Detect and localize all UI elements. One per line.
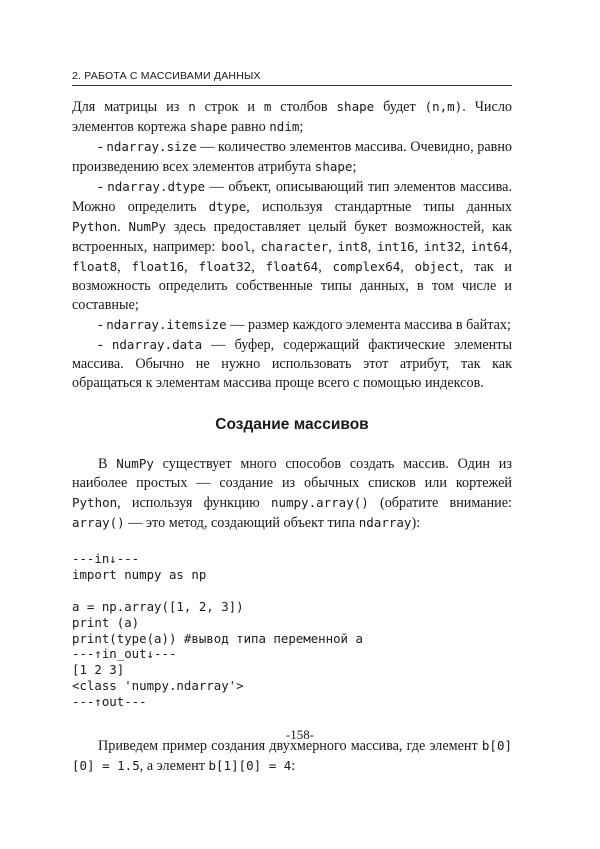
text: , а элемент bbox=[139, 758, 209, 775]
code-inline: ndarray bbox=[358, 515, 412, 530]
code-line: ---↑in_out↓--- bbox=[72, 646, 177, 662]
page-number: -158- bbox=[285, 727, 315, 742]
text: , bbox=[328, 239, 338, 255]
code-inline: character bbox=[260, 239, 329, 254]
code-line: a = np.array([1, 2, 3]) bbox=[72, 598, 244, 614]
paragraph-data bbox=[72, 335, 512, 393]
text: : bbox=[291, 758, 296, 775]
code-line: <class 'numpy.ndarray'> bbox=[72, 678, 244, 694]
code-block bbox=[72, 551, 512, 710]
text: будет bbox=[374, 99, 425, 115]
paragraph-itemsize bbox=[72, 315, 512, 335]
page-body bbox=[72, 97, 512, 776]
code-inline: float16 bbox=[131, 259, 185, 274]
text: Приведем пример создания двухмерного массива, где элемент bbox=[98, 738, 482, 755]
code-inline: b[1][0] = 4 bbox=[208, 758, 292, 774]
text: - bbox=[98, 317, 107, 333]
code-inline: ndarray.dtype bbox=[107, 179, 206, 194]
text: . Число элементов кортежа bbox=[72, 99, 512, 135]
text: существует много способов создать массив. Один из наиболее простых — создание из обычных списков или кортежей bbox=[72, 456, 513, 491]
text: столбов bbox=[271, 99, 337, 115]
text: , используя стандартные типы данных bbox=[246, 199, 512, 215]
text: - bbox=[98, 179, 108, 195]
code-line: [1 2 3] bbox=[72, 662, 125, 678]
text: - bbox=[98, 139, 107, 155]
code-inline: int64 bbox=[470, 239, 509, 254]
text: здесь предоставляет целый букет возможностей, как встроенных, например: bbox=[72, 219, 512, 255]
text: строк и bbox=[195, 99, 264, 115]
code-inline: shape bbox=[336, 99, 375, 114]
code-inline: float64 bbox=[265, 259, 319, 274]
paragraph-shape bbox=[72, 97, 512, 137]
text: , так и возможность определить собственные типы данных, в том числе и составные; bbox=[72, 259, 513, 313]
text: , используя функцию bbox=[117, 495, 271, 511]
paragraph-dtype bbox=[72, 177, 512, 315]
text: , bbox=[251, 259, 266, 275]
text: , bbox=[367, 239, 377, 255]
text: — буфер, содержащий фактические элементы массива. Обычно не нужно использовать этот атрибут, так как обращаться к элементам массива проще всего с помощью индексов. bbox=[72, 337, 512, 391]
code-inline: array() bbox=[72, 515, 125, 530]
text: (обратите внимание: bbox=[368, 495, 512, 511]
text: - bbox=[98, 337, 112, 353]
code-line: ---↑out--- bbox=[72, 694, 147, 710]
code-line: print (a) bbox=[72, 614, 140, 630]
text: — количество элементов массива. Очевидно, равно произведению всех элементов атрибута bbox=[72, 139, 513, 175]
code-inline: (n,m) bbox=[424, 99, 463, 114]
code-inline: float8 bbox=[72, 259, 118, 274]
code-line: ---in↓--- bbox=[72, 551, 140, 566]
text: Для матрицы из bbox=[72, 99, 189, 115]
text: , bbox=[400, 259, 415, 275]
code-line: print(type(a)) #вывод типа переменной a bbox=[72, 630, 363, 646]
text: , bbox=[461, 239, 471, 255]
code-inline: complex64 bbox=[332, 259, 401, 274]
code-inline: ndarray.data bbox=[111, 337, 203, 352]
code-inline: object bbox=[414, 259, 460, 274]
code-inline: bool bbox=[221, 239, 252, 254]
code-inline: numpy.array() bbox=[270, 495, 369, 510]
code-inline: ndarray.size bbox=[106, 139, 197, 154]
code-inline: NumPy bbox=[128, 219, 167, 234]
text: — это метод, создающий объект типа bbox=[124, 515, 359, 531]
code-inline: int8 bbox=[337, 239, 368, 254]
text: равно bbox=[227, 119, 270, 135]
section-title: Создание массивов bbox=[215, 416, 369, 433]
code-inline: shape bbox=[189, 119, 228, 134]
text: ): bbox=[411, 515, 421, 531]
text: , bbox=[184, 259, 199, 275]
code-inline: float32 bbox=[198, 259, 252, 274]
text: , bbox=[414, 239, 424, 255]
code-inline: int32 bbox=[423, 239, 462, 254]
text: , bbox=[117, 259, 132, 275]
paragraph-size bbox=[72, 137, 512, 177]
code-inline: Python bbox=[72, 219, 118, 234]
code-line: import numpy as np bbox=[72, 566, 207, 582]
text: ; bbox=[299, 119, 304, 135]
text: , bbox=[318, 259, 333, 275]
text: . bbox=[117, 219, 129, 235]
code-inline: ndarray.itemsize bbox=[106, 317, 227, 332]
text: , bbox=[508, 239, 512, 255]
text: , bbox=[251, 239, 261, 255]
code-inline: n bbox=[188, 99, 196, 114]
text: — размер каждого элемента массива в байтах; bbox=[226, 317, 511, 333]
code-inline: shape bbox=[314, 159, 353, 174]
code-inline: NumPy bbox=[116, 456, 154, 471]
code-inline: int16 bbox=[376, 239, 415, 254]
code-inline: dtype bbox=[208, 199, 247, 214]
text: — объект, описывающий тип элементов массива. Можно определить bbox=[72, 179, 512, 215]
text: ; bbox=[352, 159, 357, 175]
running-header: 2. РАБОТА С МАССИВАМИ ДАННЫХ bbox=[72, 70, 512, 86]
code-inline: ndim bbox=[269, 119, 300, 134]
text: В bbox=[98, 456, 117, 472]
code-inline: b[0][0] = 1.5 bbox=[72, 738, 512, 774]
paragraph-create bbox=[72, 454, 512, 533]
code-inline: Python bbox=[72, 495, 118, 510]
code-inline: m bbox=[263, 99, 272, 114]
